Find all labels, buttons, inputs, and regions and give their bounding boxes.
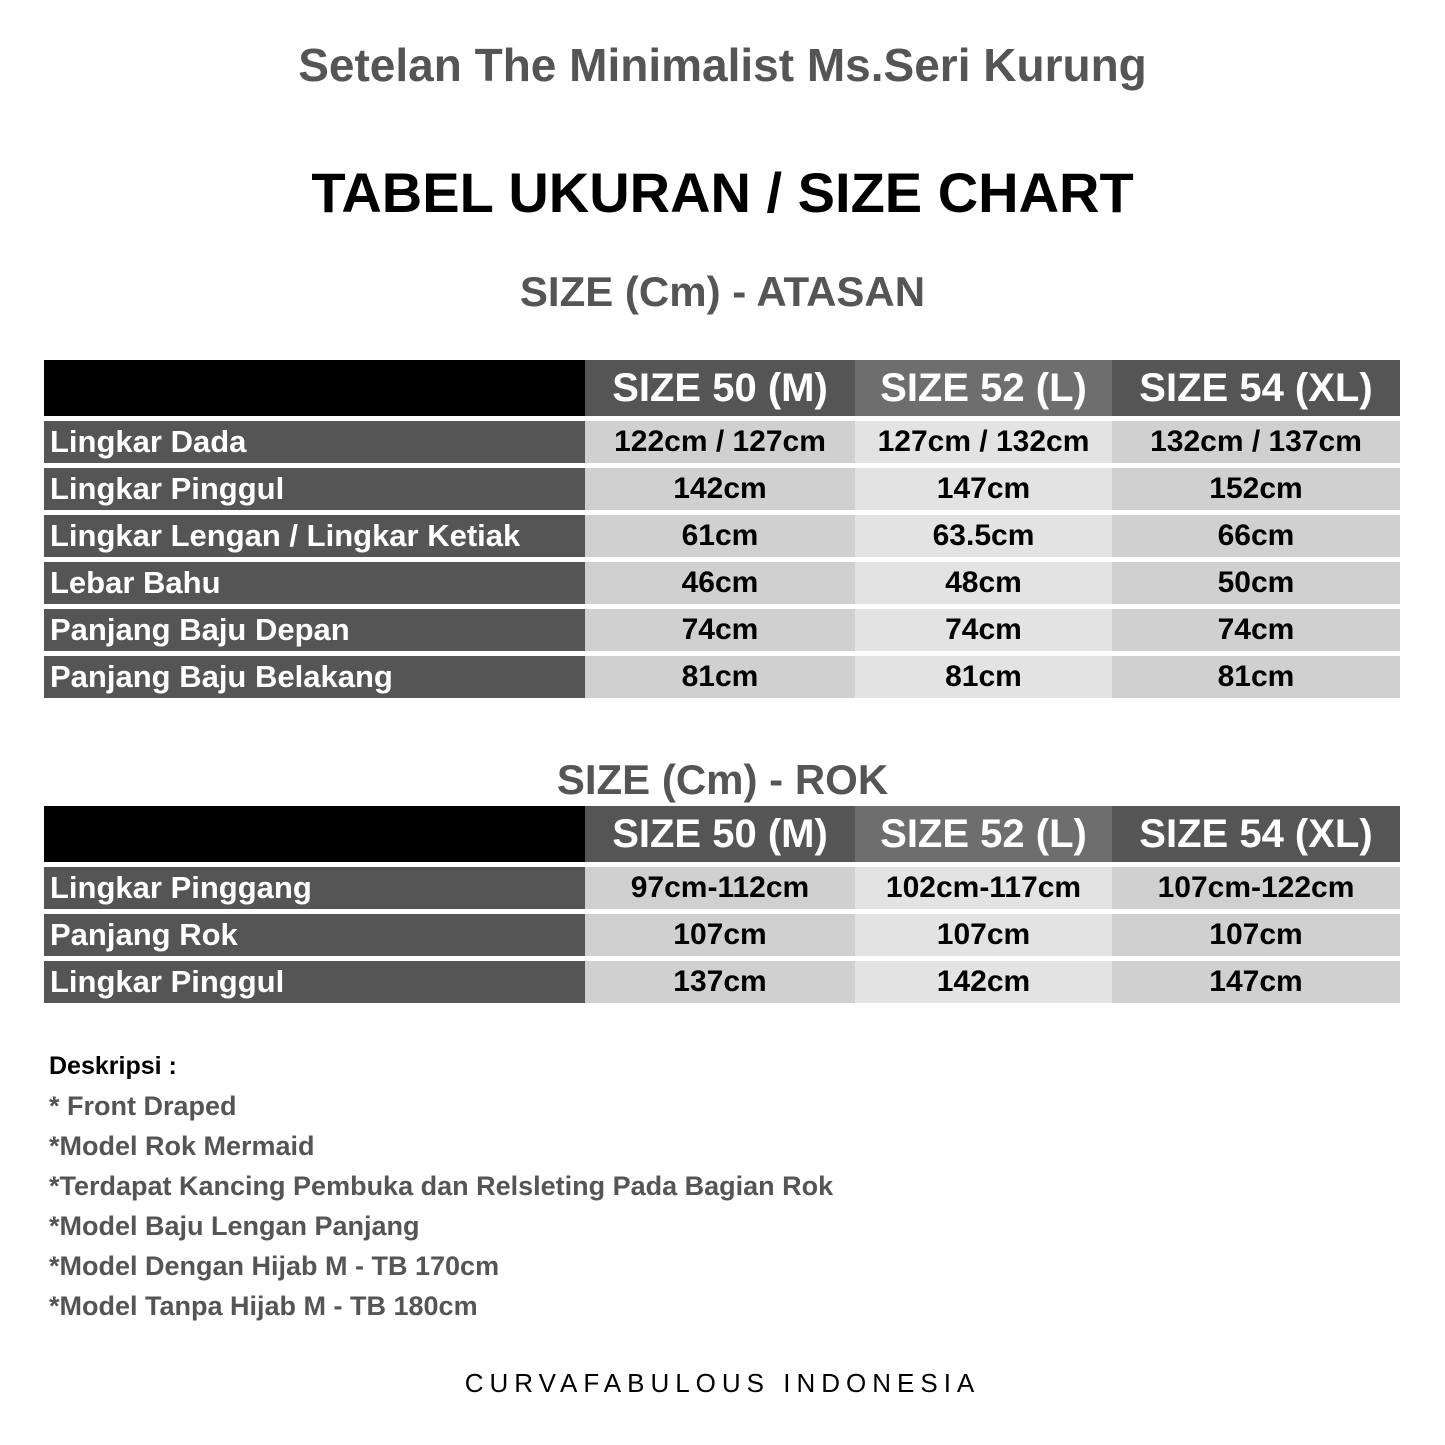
size-value: 102cm-117cm — [855, 867, 1112, 909]
atasan-heading: SIZE (Cm) - ATASAN — [519, 268, 926, 315]
column-header: SIZE 52 (L) — [855, 806, 1112, 862]
size-value: 81cm — [1112, 656, 1400, 698]
size-value: 142cm — [855, 961, 1112, 1003]
rok-table — [44, 801, 1400, 1008]
row-label: Lingkar Pinggang — [44, 867, 585, 909]
page-title: TABEL UKURAN / SIZE CHART — [311, 161, 1134, 224]
table-row — [44, 468, 1400, 510]
table-row — [44, 656, 1400, 698]
row-label: Lebar Bahu — [44, 562, 585, 604]
size-value: 50cm — [1112, 562, 1400, 604]
size-value: 66cm — [1112, 515, 1400, 557]
size-value: 97cm-112cm — [585, 867, 855, 909]
size-value: 142cm — [585, 468, 855, 510]
size-value: 81cm — [585, 656, 855, 698]
row-label: Panjang Baju Belakang — [44, 656, 585, 698]
size-value: 107cm — [1112, 914, 1400, 956]
atasan-table — [44, 355, 1400, 703]
description-item: * Front Draped — [49, 1091, 237, 1121]
size-value: 147cm — [1112, 961, 1400, 1003]
size-value: 74cm — [855, 609, 1112, 651]
column-header: SIZE 50 (M) — [585, 360, 855, 416]
column-header: SIZE 54 (XL) — [1112, 360, 1400, 416]
column-header: SIZE 52 (L) — [855, 360, 1112, 416]
table-row — [44, 609, 1400, 651]
description-item: *Model Baju Lengan Panjang — [49, 1211, 420, 1241]
row-label: Lingkar Dada — [44, 421, 585, 463]
header-blank — [44, 360, 585, 416]
table-row — [44, 421, 1400, 463]
product-title: Setelan The Minimalist Ms.Seri Kurung — [298, 39, 1147, 91]
row-label: Panjang Rok — [44, 914, 585, 956]
size-value: 132cm / 137cm — [1112, 421, 1400, 463]
size-value: 107cm — [855, 914, 1112, 956]
row-label: Lingkar Pinggul — [44, 468, 585, 510]
size-value: 48cm — [855, 562, 1112, 604]
table-row — [44, 515, 1400, 557]
row-label: Lingkar Pinggul — [44, 961, 585, 1003]
description-item: *Model Dengan Hijab M - TB 170cm — [49, 1251, 500, 1281]
table-row — [44, 961, 1400, 1003]
row-label: Panjang Baju Depan — [44, 609, 585, 651]
size-value: 127cm / 132cm — [855, 421, 1112, 463]
description-heading: Deskripsi : — [49, 1052, 177, 1080]
size-value: 46cm — [585, 562, 855, 604]
column-header: SIZE 50 (M) — [585, 806, 855, 862]
size-value: 152cm — [1112, 468, 1400, 510]
size-value: 81cm — [855, 656, 1112, 698]
description-item: *Model Tanpa Hijab M - TB 180cm — [49, 1291, 478, 1321]
description-item: *Model Rok Mermaid — [49, 1131, 315, 1161]
header-row — [44, 360, 1400, 416]
size-value: 122cm / 127cm — [585, 421, 855, 463]
size-value: 107cm-122cm — [1112, 867, 1400, 909]
size-value: 147cm — [855, 468, 1112, 510]
brand-footer: CURVAFABULOUS INDONESIA — [464, 1368, 981, 1398]
table-row — [44, 914, 1400, 956]
size-value: 107cm — [585, 914, 855, 956]
header-blank — [44, 806, 585, 862]
table-row — [44, 867, 1400, 909]
size-value: 74cm — [585, 609, 855, 651]
column-header: SIZE 54 (XL) — [1112, 806, 1400, 862]
size-value: 137cm — [585, 961, 855, 1003]
size-value: 63.5cm — [855, 515, 1112, 557]
rok-heading: SIZE (Cm) - ROK — [556, 756, 889, 803]
size-value: 61cm — [585, 515, 855, 557]
description-item: *Terdapat Kancing Pembuka dan Relsleting Pada Bagian Rok — [49, 1171, 834, 1201]
header-row — [44, 806, 1400, 862]
size-value: 74cm — [1112, 609, 1400, 651]
row-label: Lingkar Lengan / Lingkar Ketiak — [44, 515, 585, 557]
description — [49, 1046, 833, 1326]
table-row — [44, 562, 1400, 604]
